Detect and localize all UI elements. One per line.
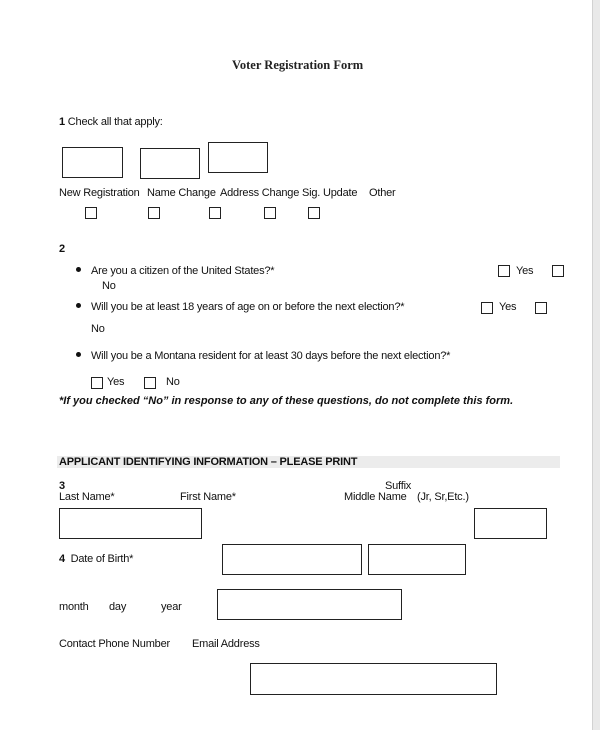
age-no-checkbox[interactable] [535, 302, 547, 314]
last-name-input[interactable] [59, 508, 202, 539]
option-new-registration-label: New Registration [59, 187, 140, 199]
citizen-no-label: No [102, 280, 116, 292]
citizen-yes-label: Yes [516, 265, 534, 277]
dob-input-1[interactable] [222, 544, 362, 575]
question-residency: Will you be a Montana resident for at least 30 days before the next election?* [91, 350, 451, 362]
section-1-entry-box-3[interactable] [208, 142, 268, 173]
option-other-label: Other [369, 187, 396, 199]
sig-update-checkbox[interactable] [264, 207, 276, 219]
option-name-change-label: Name Change [147, 187, 216, 199]
section-1-number: 1 [59, 116, 65, 128]
section-1-entry-box-1[interactable] [62, 147, 123, 178]
suffix-examples-label: (Jr, Sr,Etc.) [417, 491, 469, 503]
bullet-icon [76, 267, 81, 272]
email-input[interactable] [250, 663, 497, 695]
section-4-header [59, 553, 133, 565]
residency-no-label: No [166, 376, 180, 388]
age-no-label: No [91, 323, 105, 335]
residency-no-checkbox[interactable] [144, 377, 156, 389]
address-change-checkbox[interactable] [209, 207, 221, 219]
bullet-icon [76, 352, 81, 357]
month-label: month [59, 601, 89, 613]
suffix-label: Suffix [385, 480, 412, 492]
new-registration-checkbox[interactable] [85, 207, 97, 219]
question-age: Will you be at least 18 years of age on or before the next election?* [91, 301, 405, 313]
dob-label: Date of Birth* [70, 553, 134, 565]
other-checkbox[interactable] [308, 207, 320, 219]
middle-name-label: Middle Name [344, 491, 407, 503]
email-label: Email Address [192, 638, 260, 650]
day-label: day [109, 601, 127, 613]
year-label: year [161, 601, 182, 613]
age-yes-label: Yes [499, 301, 517, 313]
form-title: Voter Registration Form [232, 58, 364, 72]
contact-phone-label: Contact Phone Number [59, 638, 170, 650]
section-1-label: Check all that apply: [67, 116, 163, 128]
applicant-heading: APPLICANT IDENTIFYING INFORMATION – PLEASE PRINT [59, 456, 358, 468]
name-change-checkbox[interactable] [148, 207, 160, 219]
residency-yes-label: Yes [107, 376, 125, 388]
suffix-input[interactable] [474, 508, 547, 539]
citizen-yes-checkbox[interactable] [498, 265, 510, 277]
option-sig-update-label: Sig. Update [302, 187, 358, 199]
residency-yes-checkbox[interactable] [91, 377, 103, 389]
section-4-number: 4 [59, 553, 65, 565]
section-3-number: 3 [59, 480, 65, 492]
first-name-label: First Name* [180, 491, 236, 503]
section-1-entry-box-2[interactable] [140, 148, 200, 179]
section-1-header [59, 116, 163, 128]
age-yes-checkbox[interactable] [481, 302, 493, 314]
citizen-no-checkbox[interactable] [552, 265, 564, 277]
section-2-number: 2 [59, 243, 65, 255]
dob-input-2[interactable] [368, 544, 466, 575]
eligibility-note: *If you checked “No” in response to any of these questions, do not complete this form. [59, 395, 514, 407]
last-name-label: Last Name* [59, 491, 115, 503]
dob-year-input[interactable] [217, 589, 402, 620]
option-address-change-label: Address Change [220, 187, 300, 199]
question-citizen: Are you a citizen of the United States?* [91, 265, 275, 277]
bullet-icon [76, 303, 81, 308]
